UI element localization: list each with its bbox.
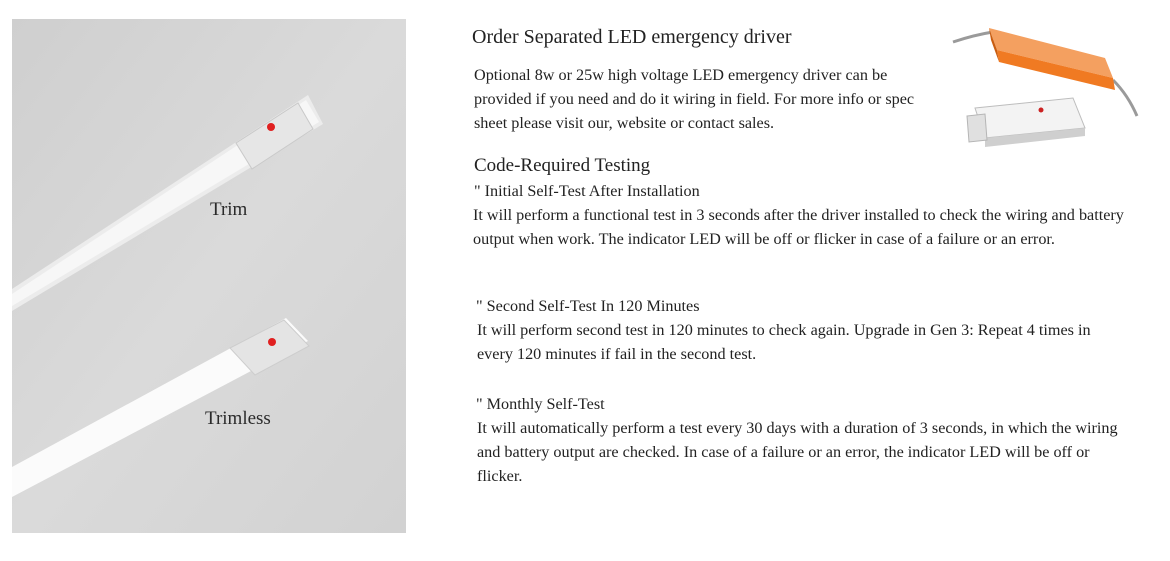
initial-test-title: " Initial Self-Test After Installation: [474, 182, 700, 200]
trim-label: Trim: [210, 199, 248, 220]
input-cable: [953, 32, 993, 42]
output-cable: [1113, 80, 1137, 116]
trim-indicator-led: [267, 123, 275, 131]
driver-title: Order Separated LED emergency driver: [472, 26, 792, 48]
ceiling-light-illustration: [12, 19, 406, 533]
monthly-test-title: " Monthly Self-Test: [476, 395, 605, 413]
driver-indicator-led: [1039, 108, 1044, 113]
driver-module: [989, 28, 1115, 90]
indicator-housing: [967, 98, 1085, 147]
product-photo: [12, 19, 406, 533]
emergency-driver-image: [945, 20, 1155, 160]
initial-test-body: It will perform a functional test in 3 seconds after the driver installed to check the wiring and battery output when work. The indicator LED will be off or flicker in case of a failure or an error.: [473, 206, 1124, 248]
trimless-indicator-led: [268, 338, 276, 346]
testing-heading: Code-Required Testing: [474, 155, 651, 176]
monthly-test-body: It will automatically perform a test every 30 days with a duration of 3 seconds, in which the wiring and battery output are checked. In case of a failure or an error, the indicator LED will be off or flicker.: [477, 419, 1118, 485]
second-test-title: " Second Self-Test In 120 Minutes: [476, 297, 700, 315]
second-test-body: It will perform second test in 120 minutes to check again. Upgrade in Gen 3: Repeat 4 times in every 120 minutes if fail in the second test.: [477, 321, 1091, 363]
trimless-label: Trimless: [205, 408, 271, 429]
driver-description: Optional 8w or 25w high voltage LED emergency driver can be provided if you need and do it wiring in field. For more info or spec sheet please visit our, website or contact sales.: [474, 66, 915, 132]
